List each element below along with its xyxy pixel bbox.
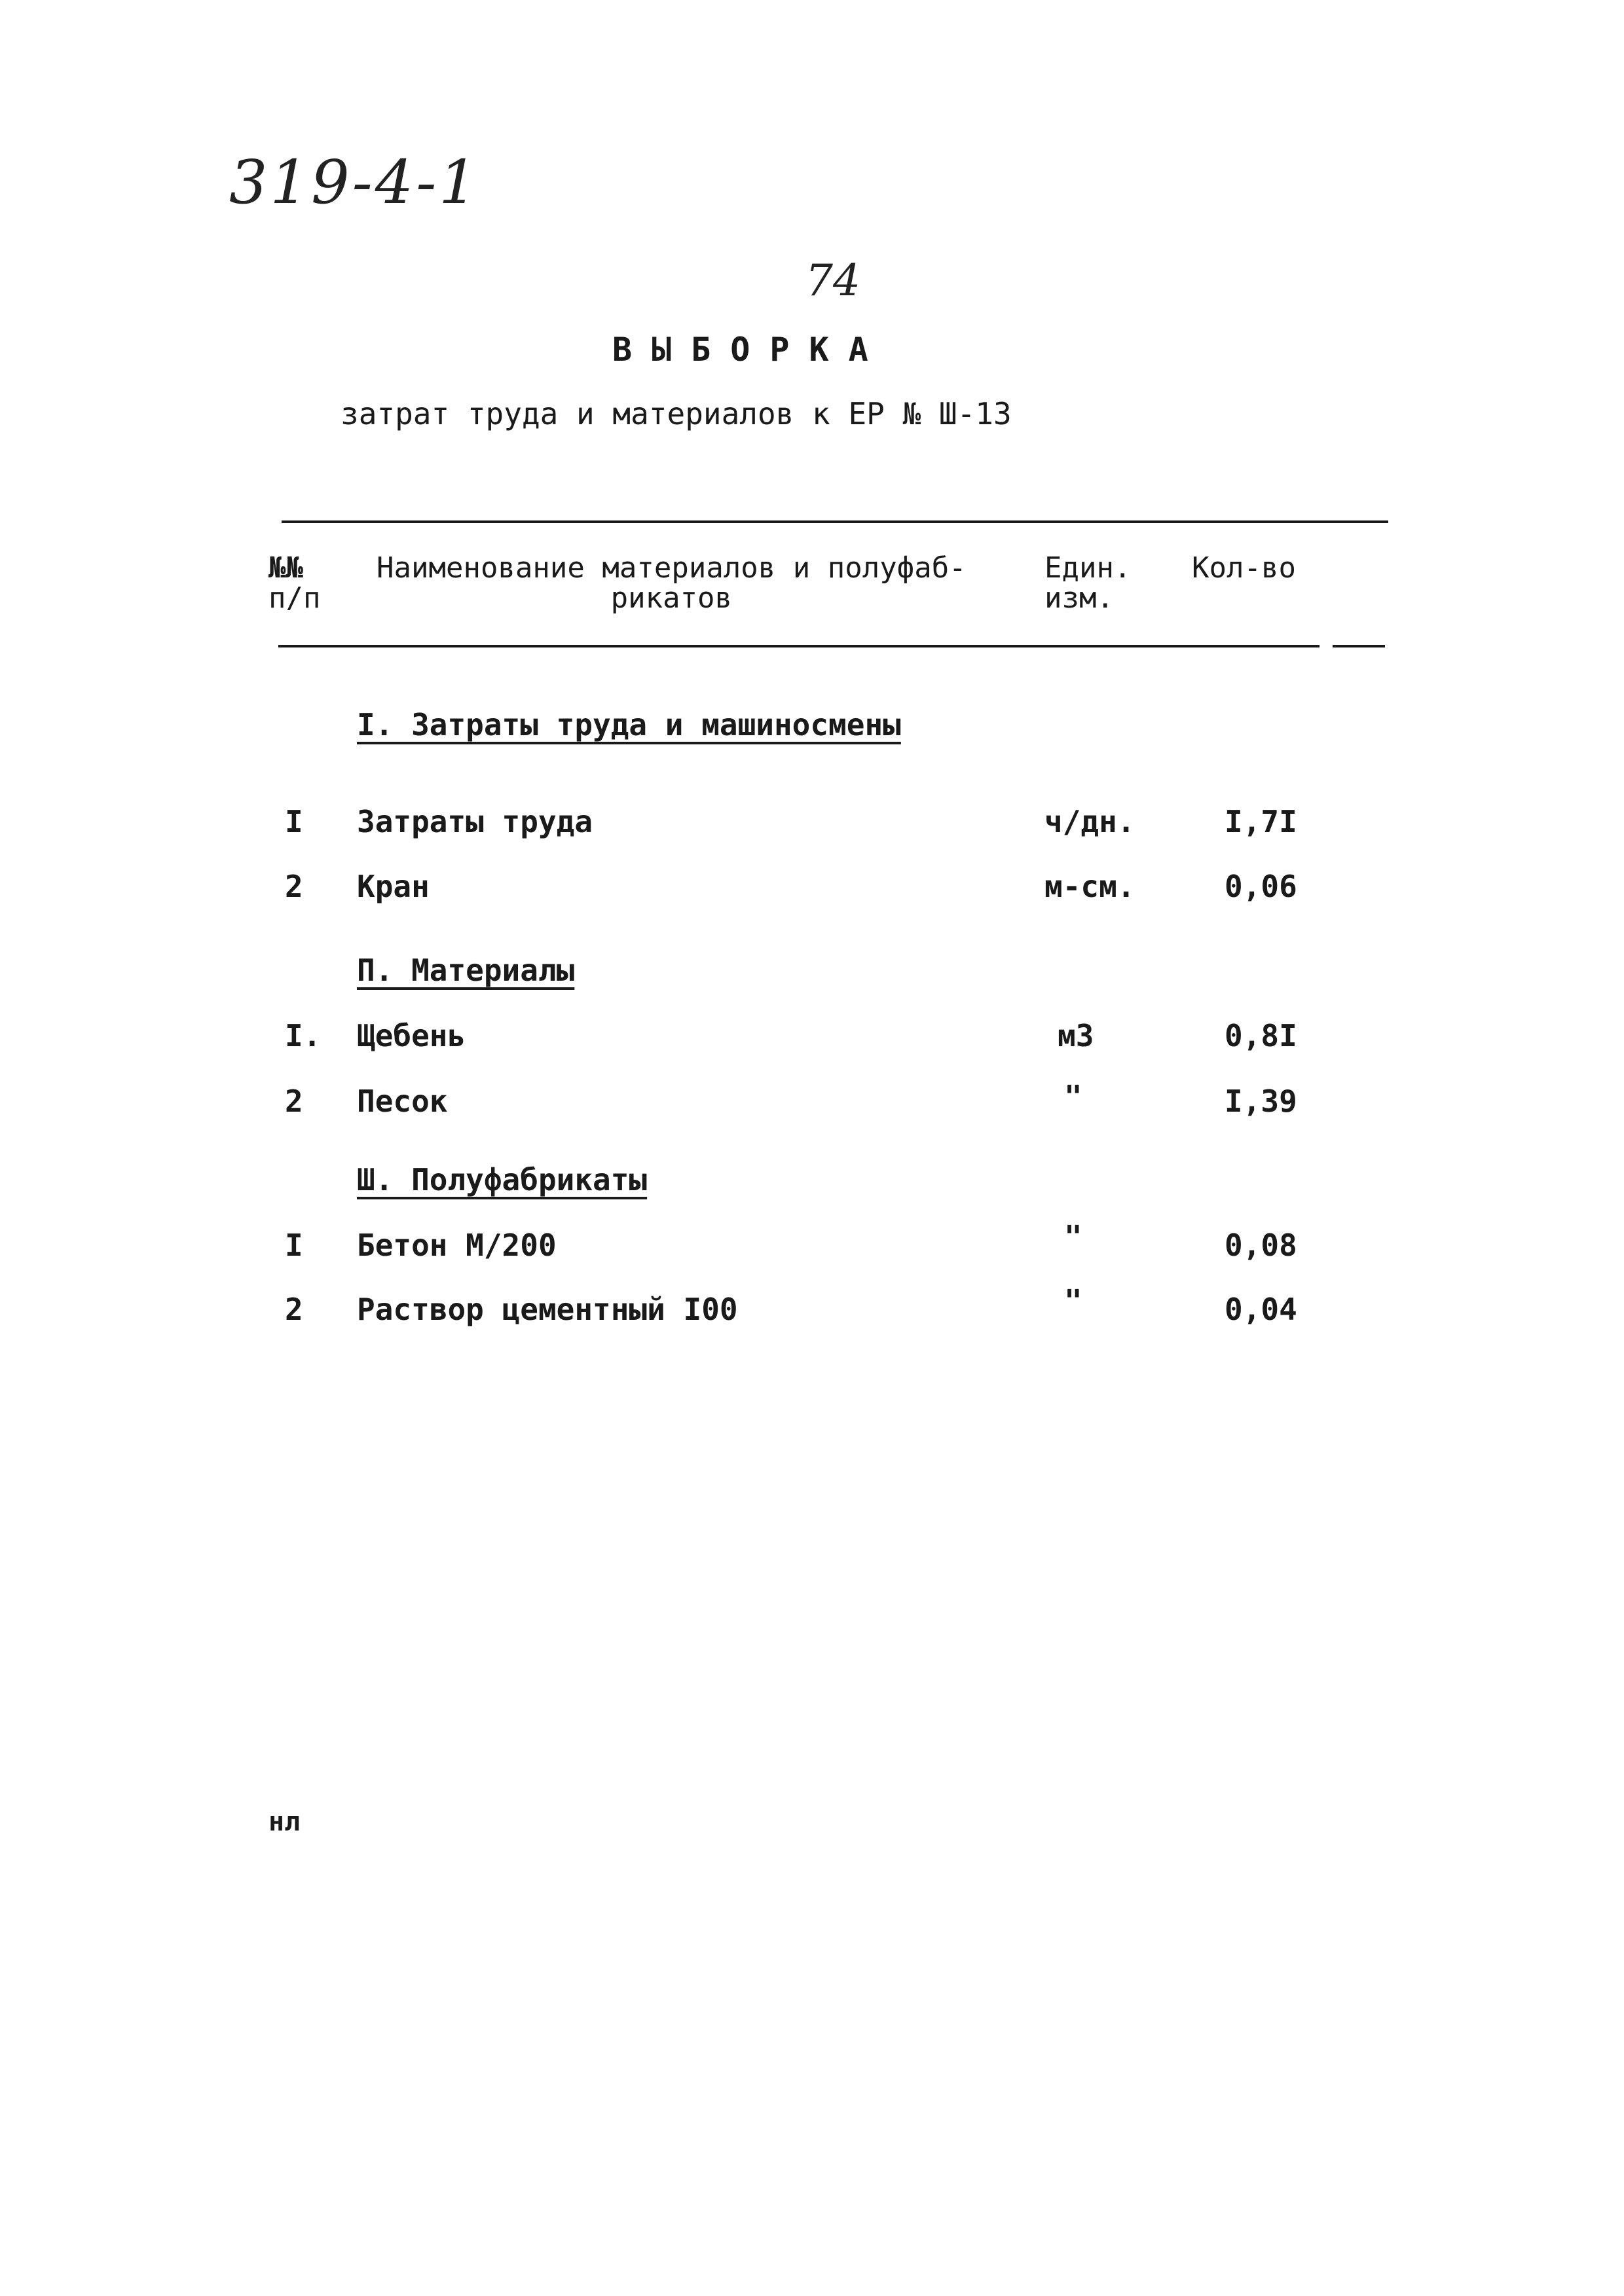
column-header-unit: Един. изм. [1044, 551, 1132, 615]
row-quantity: I,7I [1225, 804, 1297, 839]
table-header-bottom-rule-tail [1333, 645, 1385, 647]
document-code: 319-4-1 [229, 147, 480, 217]
row-name: Кран [357, 869, 430, 904]
section-title-materials: П. Материалы [357, 953, 575, 988]
footer-mark: нл [268, 1807, 301, 1837]
row-quantity: 0,06 [1225, 869, 1297, 904]
column-header-number: №№ п/п [268, 551, 321, 615]
row-name: Бетон М/200 [357, 1228, 557, 1263]
page-number: 74 [805, 255, 860, 306]
row-name: Раствор цементный I00 [357, 1292, 738, 1327]
row-unit: м-см. [1044, 869, 1135, 904]
section-title-labor: I. Затраты труда и машиносмены [357, 707, 901, 742]
row-name: Затраты труда [357, 804, 593, 839]
row-number: I. [285, 1018, 322, 1053]
section-title-semifinished: Ш. Полуфабрикаты [357, 1162, 648, 1197]
row-unit: м3 [1058, 1018, 1094, 1053]
row-unit: " [1064, 1079, 1082, 1114]
column-header-name: Наименование материалов и полуфаб- рикатов [377, 551, 967, 615]
row-number: 2 [285, 1292, 303, 1327]
page-subtitle: затрат труда и материалов к ЕР № Ш-13 [341, 396, 1012, 431]
row-name: Щебень [357, 1018, 466, 1053]
row-number: 2 [285, 1084, 303, 1119]
row-name: Песок [357, 1084, 448, 1119]
row-unit: " [1064, 1283, 1082, 1319]
row-number: 2 [285, 869, 303, 904]
row-number: I [285, 1228, 303, 1263]
page-title: ВЫБОРКА [612, 331, 888, 369]
row-quantity: 0,08 [1225, 1228, 1297, 1263]
row-unit: " [1064, 1219, 1082, 1254]
table-top-rule [282, 520, 1388, 523]
row-number: I [285, 804, 303, 839]
column-header-quantity: Кол-во [1192, 551, 1296, 585]
row-quantity: 0,8I [1225, 1018, 1297, 1053]
row-quantity: 0,04 [1225, 1292, 1297, 1327]
row-quantity: I,39 [1225, 1084, 1297, 1119]
table-header-bottom-rule [278, 645, 1320, 647]
row-unit: ч/дн. [1044, 804, 1135, 839]
